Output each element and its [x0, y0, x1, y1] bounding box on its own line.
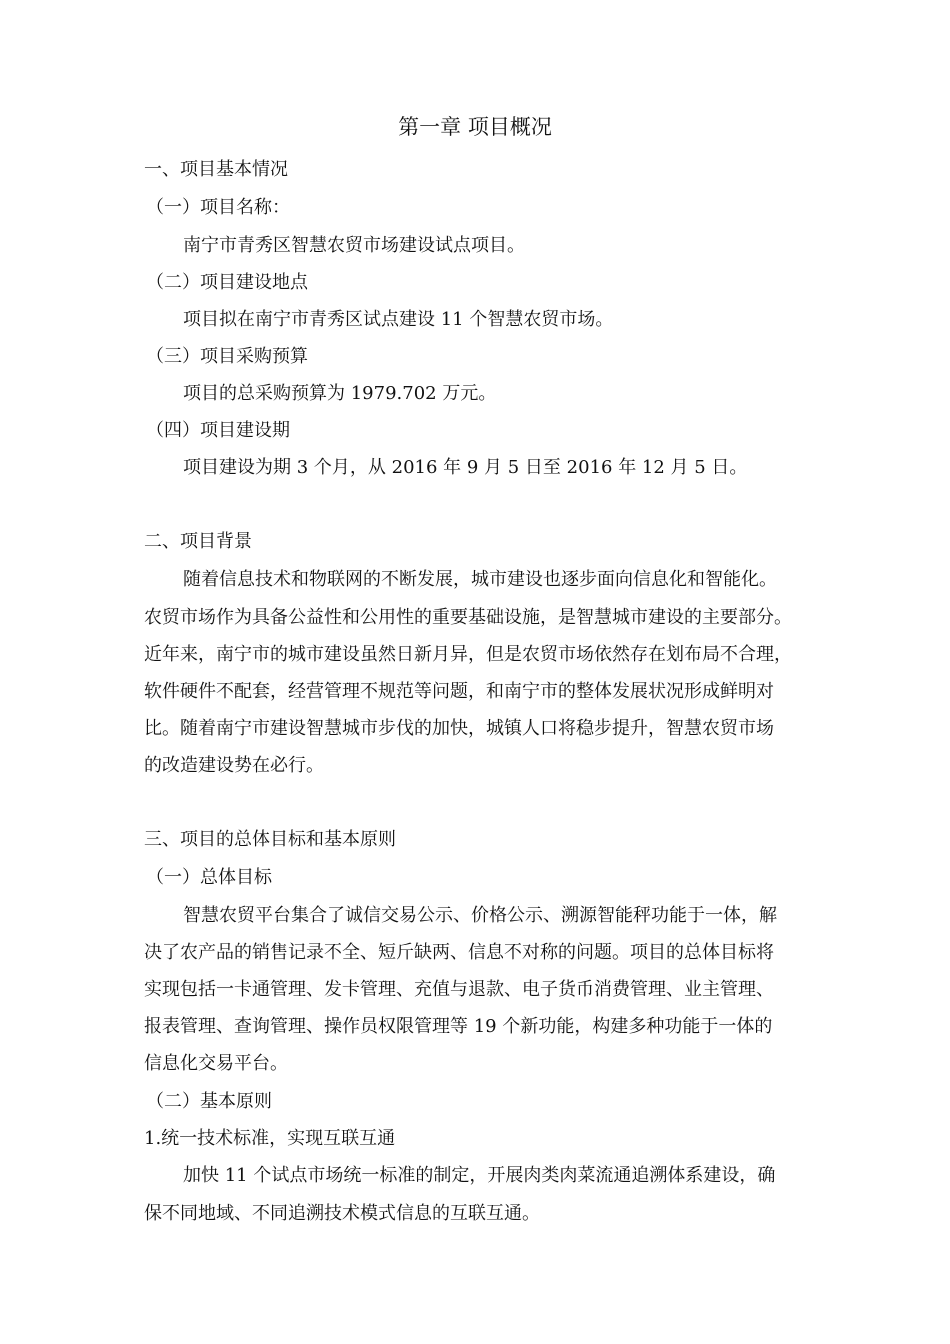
paragraph-project-location: 项目拟在南宁市青秀区试点建设 11 个智慧农贸市场。: [183, 309, 614, 330]
paragraph-project-name: 南宁市青秀区智慧农贸市场建设试点项目。: [183, 235, 525, 256]
section-heading-background: 二、项目背景: [144, 531, 252, 552]
paragraph-line: 信息化交易平台。: [144, 1053, 288, 1074]
paragraph-line: 报表管理、查询管理、操作员权限管理等 19 个新功能，构建多种功能于一体的: [144, 1016, 773, 1037]
paragraph-procurement-budget: 项目的总采购预算为 1979.702 万元。: [183, 383, 497, 404]
subheading-overall-goal: （一）总体目标: [146, 867, 272, 888]
paragraph-line: 保不同地域、不同追溯技术模式信息的互联互通。: [144, 1203, 540, 1224]
paragraph-line: 加快 11 个试点市场统一标准的制定，开展肉类肉菜流通追溯体系建设，确: [183, 1165, 776, 1186]
section-heading-goals-principles: 三、项目的总体目标和基本原则: [144, 829, 396, 850]
subheading-project-name: （一）项目名称：: [146, 197, 290, 218]
chapter-title: 第一章 项目概况: [398, 115, 552, 139]
subheading-procurement-budget: （三）项目采购预算: [146, 346, 308, 367]
paragraph-line: 智慧农贸平台集合了诚信交易公示、价格公示、溯源智能秤功能于一体，解: [183, 905, 777, 926]
section-heading-basic-info: 一、项目基本情况: [144, 159, 288, 180]
paragraph-line: 农贸市场作为具备公益性和公用性的重要基础设施，是智慧城市建设的主要部分。: [144, 607, 792, 628]
paragraph-line: 决了农产品的销售记录不全、短斤缺两、信息不对称的问题。项目的总体目标将: [144, 942, 774, 963]
paragraph-line: 软件硬件不配套，经营管理不规范等问题，和南宁市的整体发展状况形成鲜明对: [144, 681, 774, 702]
paragraph-line: 实现包括一卡通管理、发卡管理、充值与退款、电子货币消费管理、业主管理、: [144, 979, 774, 1000]
subheading-project-location: （二）项目建设地点: [146, 272, 308, 293]
subheading-basic-principles: （二）基本原则: [146, 1091, 272, 1112]
paragraph-line: 近年来，南宁市的城市建设虽然日新月异，但是农贸市场依然存在划布局不合理，: [144, 644, 792, 665]
principle-title: 1.统一技术标准，实现互联互通: [144, 1128, 396, 1149]
paragraph-line: 比。随着南宁市建设智慧城市步伐的加快，城镇人口将稳步提升，智慧农贸市场: [144, 718, 774, 739]
paragraph-line: 随着信息技术和物联网的不断发展，城市建设也逐步面向信息化和智能化。: [183, 569, 777, 590]
subheading-construction-period: （四）项目建设期: [146, 420, 290, 441]
paragraph-line: 的改造建设势在必行。: [144, 755, 324, 776]
paragraph-construction-period: 项目建设为期 3 个月，从 2016 年 9 月 5 日至 2016 年 12 月 5 日。: [183, 457, 748, 478]
